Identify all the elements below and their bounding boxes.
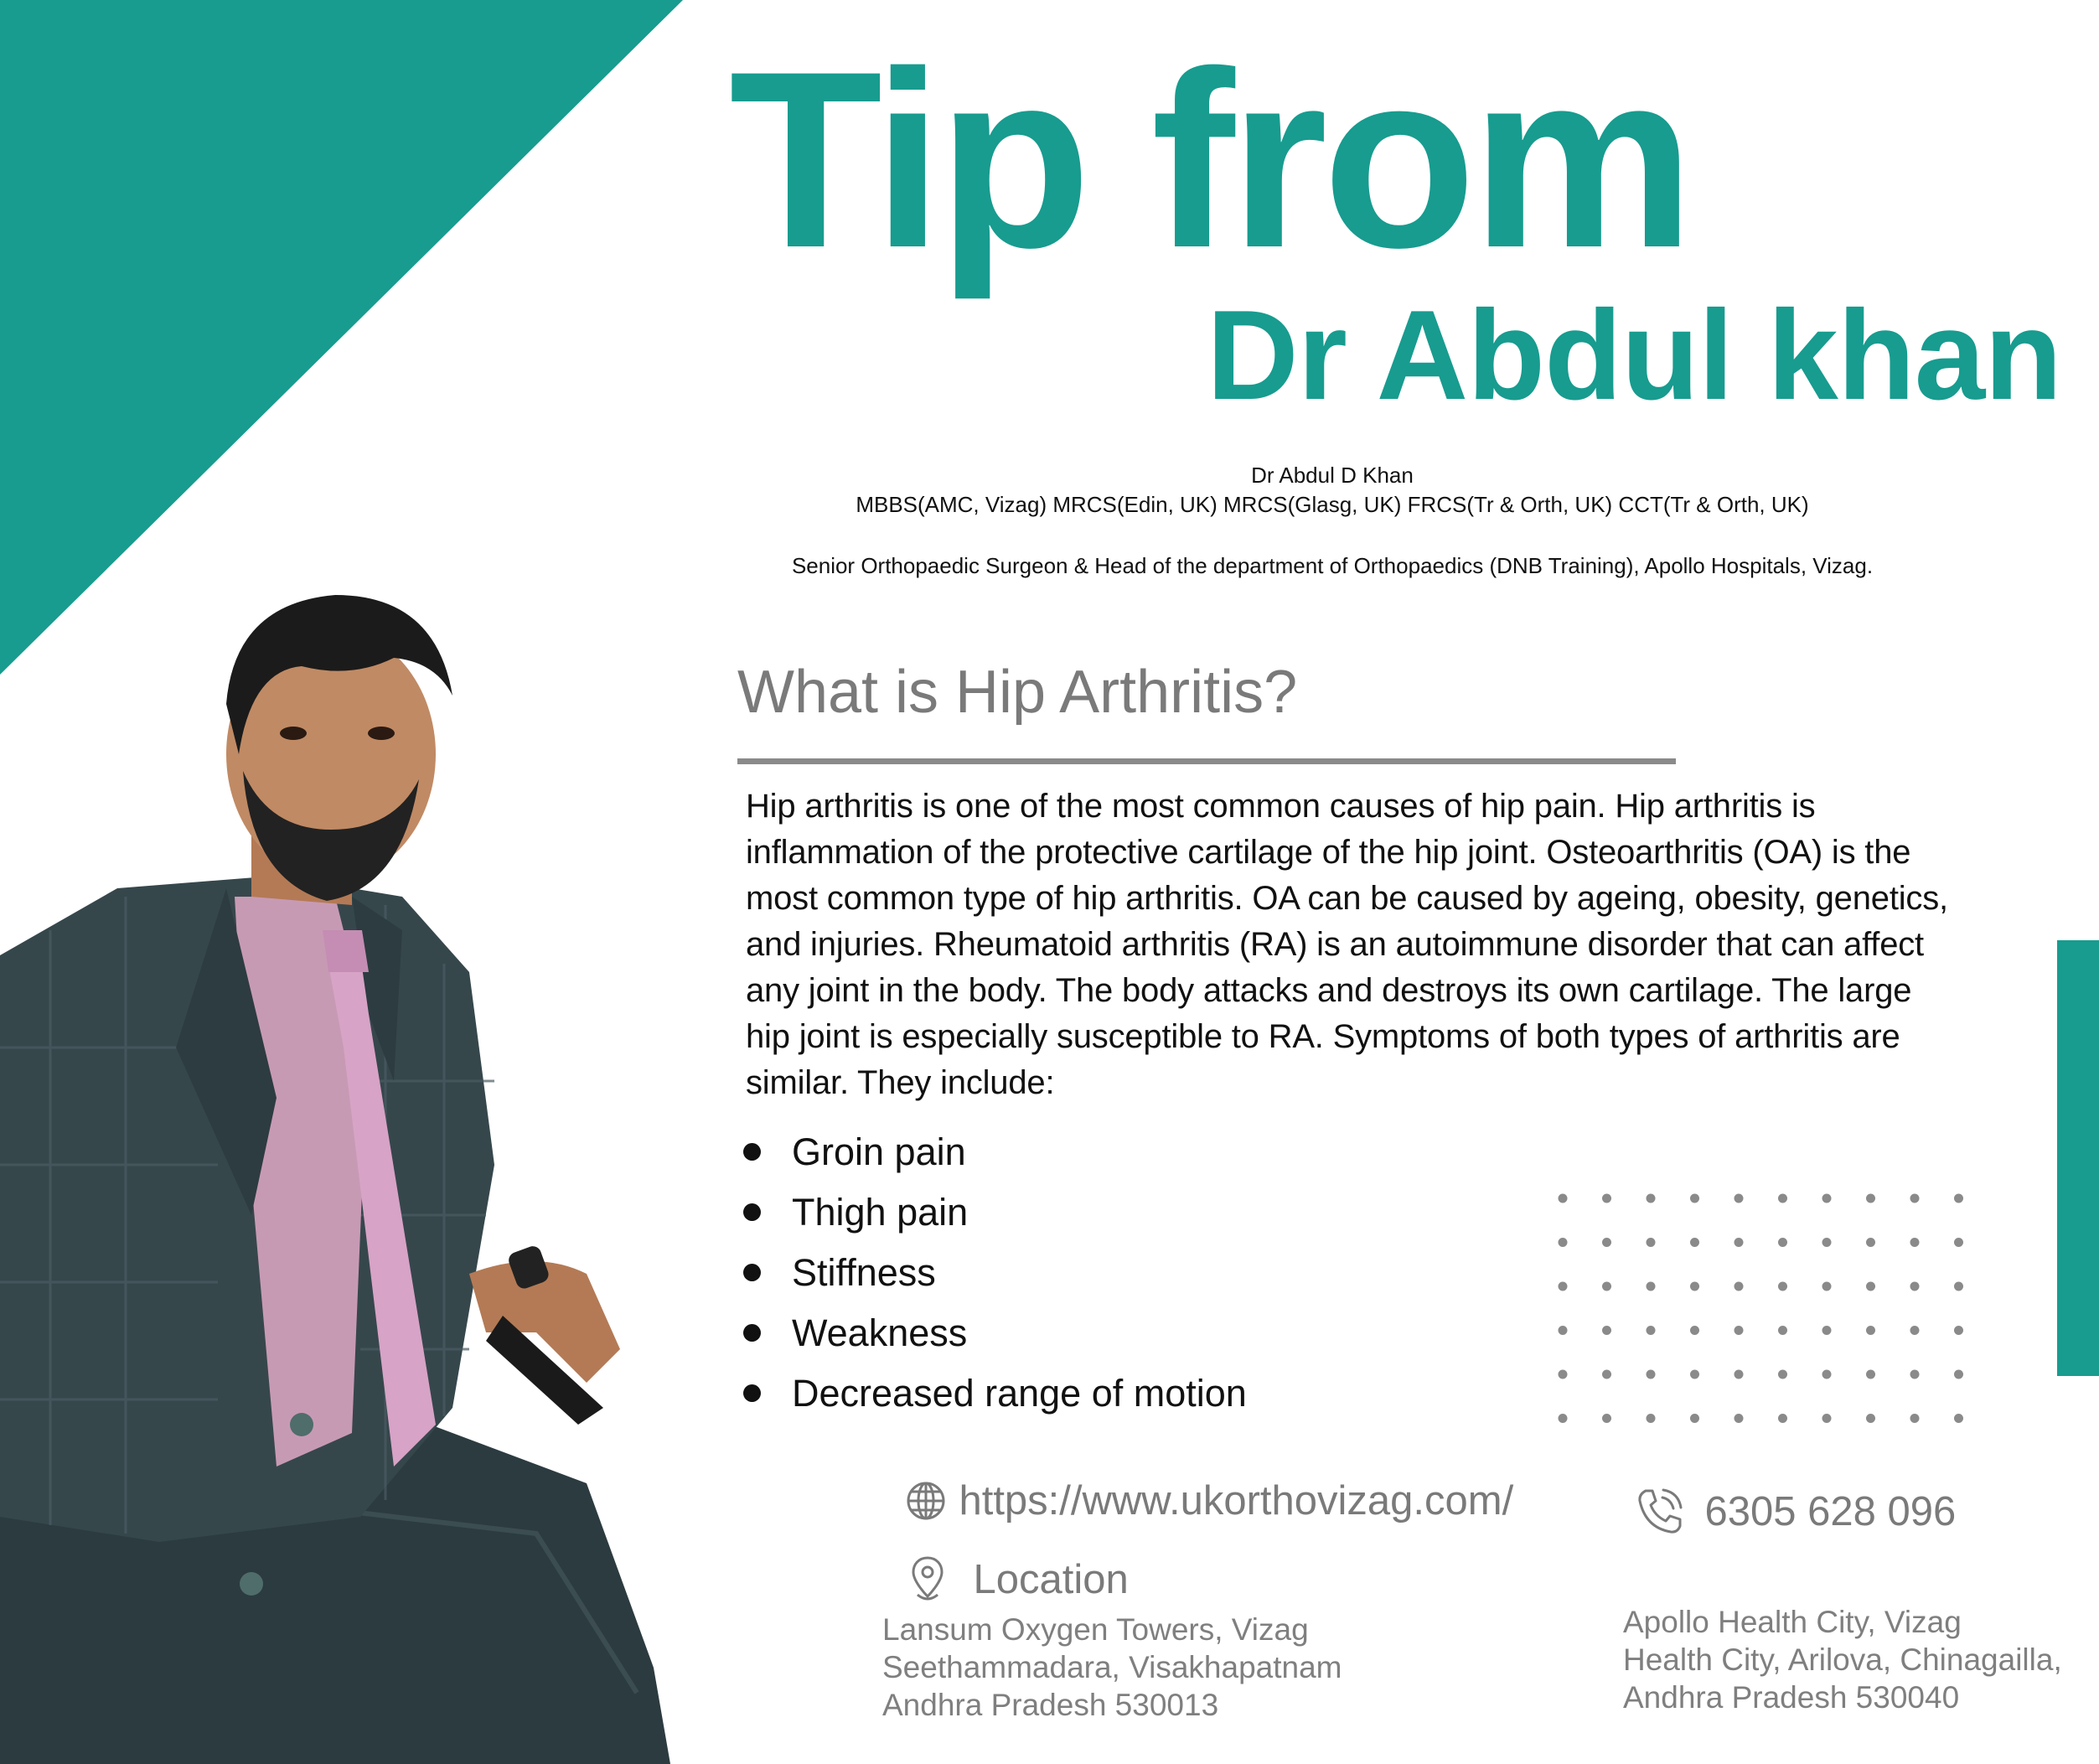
headline-tip-from: Tip from — [729, 18, 1690, 300]
grid-dot — [1866, 1194, 1875, 1203]
bullet-icon — [743, 1143, 761, 1161]
grid-dot — [1602, 1238, 1611, 1247]
grid-dot — [1647, 1370, 1656, 1379]
website-row[interactable] — [905, 1477, 1513, 1524]
grid-dot — [1735, 1414, 1744, 1423]
grid-dot — [1778, 1282, 1787, 1291]
symptom-label: Thigh pain — [792, 1191, 969, 1234]
grid-dot — [1602, 1326, 1611, 1335]
list-item — [742, 1367, 1247, 1427]
paragraph-line: any joint in the body. The body attacks and destroys its own cartilage. The large — [746, 972, 1912, 1009]
address-line: Andhra Pradesh 530013 — [882, 1688, 1219, 1722]
grid-dot — [1866, 1414, 1875, 1423]
grid-dot — [1690, 1414, 1699, 1423]
grid-dot — [1866, 1238, 1875, 1247]
grid-dot — [1910, 1370, 1920, 1379]
grid-dot — [1778, 1326, 1787, 1335]
symptom-list — [742, 1125, 1247, 1427]
grid-dot — [1735, 1326, 1744, 1335]
grid-dot — [1690, 1282, 1699, 1291]
bullet-icon — [743, 1324, 761, 1342]
grid-dot — [1602, 1194, 1611, 1203]
grid-dot — [1822, 1282, 1832, 1291]
list-item — [742, 1125, 1247, 1186]
section-divider — [737, 758, 1676, 764]
grid-dot — [1559, 1194, 1568, 1203]
credentials-degrees: MBBS(AMC, Vizag) MRCS(Edin, UK) MRCS(Glasg, UK) FRCS(Tr & Orth, UK) CCT(Tr & Orth, UK) — [856, 492, 1809, 517]
grid-dot — [1954, 1326, 1963, 1335]
list-item — [742, 1246, 1247, 1306]
grid-dot — [1954, 1282, 1963, 1291]
grid-dot — [1647, 1282, 1656, 1291]
address-line: Andhra Pradesh 530040 — [1623, 1680, 1960, 1715]
grid-dot — [1910, 1414, 1920, 1423]
list-item — [742, 1186, 1247, 1246]
grid-dot — [1954, 1414, 1963, 1423]
grid-dot — [1559, 1414, 1568, 1423]
paragraph-line: most common type of hip arthritis. OA can be caused by ageing, obesity, genetics, — [746, 880, 1948, 917]
grid-dot — [1690, 1326, 1699, 1335]
grid-dot — [1822, 1370, 1832, 1379]
grid-dot — [1647, 1194, 1656, 1203]
address-line: Apollo Health City, Vizag — [1623, 1605, 1962, 1639]
grid-dot — [1822, 1194, 1832, 1203]
grid-dot — [1910, 1238, 1920, 1247]
grid-dot — [1822, 1326, 1832, 1335]
paragraph-line: hip joint is especially susceptible to RA. Symptoms of both types of arthritis are — [746, 1018, 1900, 1055]
bullet-icon — [743, 1384, 761, 1402]
bullet-icon — [743, 1264, 761, 1281]
symptom-label: Decreased range of motion — [792, 1372, 1247, 1415]
grid-dot — [1559, 1326, 1568, 1335]
credentials-block — [670, 461, 1994, 581]
bullet-icon — [743, 1203, 761, 1221]
section-title: What is Hip Arthritis? — [737, 659, 1298, 726]
address-line: Lansum Oxygen Towers, Vizag — [882, 1612, 1309, 1647]
list-item — [742, 1306, 1247, 1367]
grid-dot — [1866, 1370, 1875, 1379]
grid-dot — [1602, 1282, 1611, 1291]
grid-dot — [1822, 1414, 1832, 1423]
address-line: Seethammadara, Visakhapatnam — [882, 1650, 1342, 1684]
grid-dot — [1910, 1194, 1920, 1203]
paragraph-line: inflammation of the protective cartilage of the hip joint. Osteoarthritis (OA) is the — [746, 834, 1911, 871]
grid-dot — [1822, 1238, 1832, 1247]
grid-dot — [1954, 1238, 1963, 1247]
grid-dot — [1735, 1194, 1744, 1203]
address-lansum — [882, 1611, 1342, 1724]
credentials-role: Senior Orthopaedic Surgeon & Head of the department of Orthopaedics (DNB Training), Apollo Hospitals, Vizag. — [791, 553, 1874, 578]
paragraph-line: similar. They include: — [746, 1064, 1055, 1101]
symptom-label: Groin pain — [792, 1130, 966, 1173]
paragraph-line: and injuries. Rheumatoid arthritis (RA) is an autoimmune disorder that can affect — [746, 926, 1924, 963]
address-apollo — [1623, 1603, 2062, 1716]
grid-dot — [1954, 1370, 1963, 1379]
grid-dot — [1690, 1370, 1699, 1379]
credentials-name: Dr Abdul D Khan — [1251, 463, 1414, 488]
grid-dot — [1647, 1414, 1656, 1423]
grid-dot — [1866, 1282, 1875, 1291]
grid-dot — [1954, 1194, 1963, 1203]
grid-dot — [1559, 1370, 1568, 1379]
grid-dot — [1778, 1194, 1787, 1203]
doctor-portrait — [0, 578, 670, 1764]
grid-dot — [1602, 1414, 1611, 1423]
intro-paragraph — [746, 784, 2061, 1106]
grid-dot — [1735, 1238, 1744, 1247]
grid-dot — [1910, 1326, 1920, 1335]
grid-dot — [1866, 1326, 1875, 1335]
decorative-corner-triangle — [0, 0, 687, 679]
grid-dot — [1735, 1282, 1744, 1291]
location-row — [909, 1554, 1129, 1605]
phone-row[interactable] — [1634, 1486, 1956, 1538]
grid-dot — [1735, 1370, 1744, 1379]
grid-dot — [1690, 1194, 1699, 1203]
decorative-accent-bar — [2057, 940, 2099, 1376]
globe-icon — [905, 1480, 947, 1522]
symptom-label: Weakness — [792, 1311, 968, 1354]
grid-dot — [1778, 1370, 1787, 1379]
symptom-label: Stiffness — [792, 1251, 936, 1294]
decorative-dot-grid — [1553, 1188, 1972, 1431]
grid-dot — [1559, 1282, 1568, 1291]
website-link[interactable]: https://www.ukorthovizag.com/ — [959, 1478, 1514, 1523]
grid-dot — [1910, 1282, 1920, 1291]
paragraph-line: Hip arthritis is one of the most common causes of hip pain. Hip arthritis is — [746, 788, 1816, 825]
map-pin-icon — [909, 1554, 946, 1605]
grid-dot — [1602, 1370, 1611, 1379]
grid-dot — [1647, 1326, 1656, 1335]
phone-number[interactable]: 6305 628 096 — [1704, 1489, 1957, 1534]
grid-dot — [1690, 1238, 1699, 1247]
address-line: Health City, Arilova, Chinagailla, — [1623, 1642, 2062, 1677]
grid-dot — [1778, 1414, 1787, 1423]
location-label: Location — [973, 1557, 1129, 1602]
grid-dot — [1647, 1238, 1656, 1247]
grid-dot — [1778, 1238, 1787, 1247]
phone-icon — [1634, 1486, 1686, 1538]
headline-doctor-name: Dr Abdul khan — [1207, 284, 2062, 427]
grid-dot — [1559, 1238, 1568, 1247]
